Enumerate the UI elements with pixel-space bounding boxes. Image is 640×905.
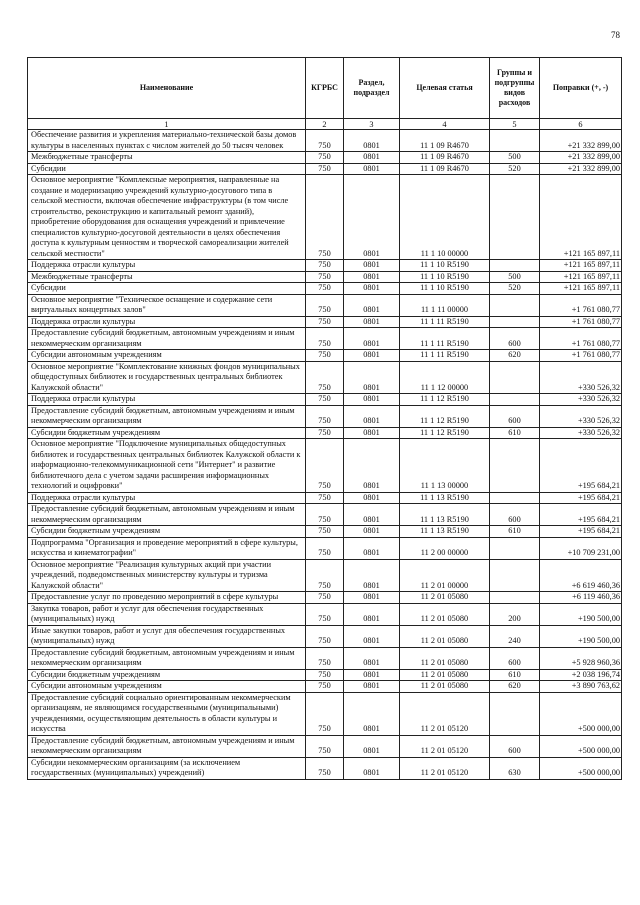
row-section: 0801 [344, 260, 400, 272]
row-kgrbs: 750 [306, 692, 344, 735]
row-name: Основное мероприятие "Реализация культурных акций при участии учреждений, подведомственных министерству культуры и туризма Калужской области" [28, 559, 306, 592]
row-amount: +121 165 897,11 [540, 271, 622, 283]
row-section: 0801 [344, 735, 400, 757]
row-group [490, 439, 540, 493]
row-name: Основное мероприятие "Подключение муниципальных общедоступных библиотек и государственных центральных библиотек Калужской области к информационно-телекоммуникационной сети "Интернет" и развитие библиотечного дела с учетом задачи расширения информационных технологий и оцифровки" [28, 439, 306, 493]
row-amount: +121 165 897,11 [540, 175, 622, 260]
row-name: Субсидии автономным учреждениям [28, 350, 306, 362]
table-row [28, 283, 622, 295]
row-section: 0801 [344, 681, 400, 693]
row-name: Предоставление субсидий бюджетным, автономным учреждениям и иным некоммерческим организациям [28, 647, 306, 669]
row-name: Субсидии некоммерческим организациям (за исключением государственных (муниципальных) учреждений) [28, 757, 306, 779]
row-group [490, 537, 540, 559]
row-target: 11 1 12 R5190 [400, 405, 490, 427]
row-amount: +500 000,00 [540, 735, 622, 757]
row-section: 0801 [344, 439, 400, 493]
row-name: Межбюджетные трансферты [28, 152, 306, 164]
row-name: Предоставление субсидий бюджетным, автономным учреждениям и иным некоммерческим организациям [28, 328, 306, 350]
row-section: 0801 [344, 405, 400, 427]
row-amount: +21 332 899,00 [540, 152, 622, 164]
row-section: 0801 [344, 283, 400, 295]
row-group [490, 394, 540, 406]
row-amount: +6 119 460,36 [540, 592, 622, 604]
row-name: Закупка товаров, работ и услуг для обеспечения государственных (муниципальных) нужд [28, 603, 306, 625]
row-amount: +330 526,32 [540, 361, 622, 394]
table-row [28, 394, 622, 406]
row-name: Поддержка отрасли культуры [28, 260, 306, 272]
table-row [28, 735, 622, 757]
row-section: 0801 [344, 603, 400, 625]
row-kgrbs: 750 [306, 175, 344, 260]
row-kgrbs: 750 [306, 681, 344, 693]
row-amount: +1 761 080,77 [540, 328, 622, 350]
row-section: 0801 [344, 316, 400, 328]
column-numbers-row [28, 119, 622, 130]
row-kgrbs: 750 [306, 669, 344, 681]
row-kgrbs: 750 [306, 592, 344, 604]
row-name: Поддержка отрасли культуры [28, 492, 306, 504]
row-section: 0801 [344, 294, 400, 316]
row-section: 0801 [344, 692, 400, 735]
row-group: 630 [490, 757, 540, 779]
table-row [28, 152, 622, 164]
row-amount: +195 684,21 [540, 504, 622, 526]
row-section: 0801 [344, 361, 400, 394]
row-kgrbs: 750 [306, 163, 344, 175]
table-row [28, 647, 622, 669]
row-kgrbs: 750 [306, 735, 344, 757]
row-name: Субсидии [28, 283, 306, 295]
row-kgrbs: 750 [306, 394, 344, 406]
row-name: Основное мероприятие "Техническое оснащение и содержание сети виртуальных концертных залов" [28, 294, 306, 316]
row-kgrbs: 750 [306, 537, 344, 559]
row-section: 0801 [344, 163, 400, 175]
column-number: 5 [490, 119, 540, 130]
row-amount: +195 684,21 [540, 439, 622, 493]
table-row [28, 328, 622, 350]
header-name: Наименование [28, 58, 306, 119]
row-target: 11 2 01 05120 [400, 757, 490, 779]
row-group: 200 [490, 603, 540, 625]
table-row [28, 439, 622, 493]
row-group: 520 [490, 283, 540, 295]
row-target: 11 2 01 05080 [400, 625, 490, 647]
row-kgrbs: 750 [306, 405, 344, 427]
table-row [28, 757, 622, 779]
row-group [490, 559, 540, 592]
row-section: 0801 [344, 526, 400, 538]
row-section: 0801 [344, 669, 400, 681]
row-amount: +5 928 960,36 [540, 647, 622, 669]
row-group: 240 [490, 625, 540, 647]
row-group: 610 [490, 669, 540, 681]
row-amount: +500 000,00 [540, 692, 622, 735]
table-row [28, 427, 622, 439]
row-group: 500 [490, 271, 540, 283]
row-group: 610 [490, 526, 540, 538]
table-row [28, 603, 622, 625]
row-amount: +330 526,32 [540, 405, 622, 427]
table-row [28, 316, 622, 328]
row-target: 11 1 13 R5190 [400, 526, 490, 538]
row-amount: +1 761 080,77 [540, 294, 622, 316]
row-name: Межбюджетные трансферты [28, 271, 306, 283]
row-target: 11 1 10 R5190 [400, 260, 490, 272]
row-target: 11 1 11 R5190 [400, 328, 490, 350]
row-kgrbs: 750 [306, 559, 344, 592]
row-kgrbs: 750 [306, 439, 344, 493]
row-section: 0801 [344, 625, 400, 647]
row-group [490, 316, 540, 328]
row-amount: +1 761 080,77 [540, 350, 622, 362]
table-row [28, 130, 622, 152]
row-amount: +21 332 899,00 [540, 163, 622, 175]
row-name: Иные закупки товаров, работ и услуг для обеспечения государственных (муниципальных) нужд [28, 625, 306, 647]
header-section: Раздел, подраздел [344, 58, 400, 119]
column-number: 4 [400, 119, 490, 130]
row-amount: +195 684,21 [540, 526, 622, 538]
table-row [28, 504, 622, 526]
row-target: 11 1 10 R5190 [400, 271, 490, 283]
row-name: Основное мероприятие "Комплексные мероприятия, направленные на создание и модернизацию учреждений культурно-досугового типа в сельской местности, включая обеспечение инфраструктуры (в том числе строительство, реконструкцию и капитальный ремонт зданий), приобретение оборудования для оснащения учреждений и привлечение специалистов культурно-досуговой деятельности в целях обеспечения доступа к культурным ценностям и творческой самореализации жителей сельской местности" [28, 175, 306, 260]
header-kgrbs: КГРБС [306, 58, 344, 119]
row-target: 11 1 11 R5190 [400, 316, 490, 328]
row-name: Субсидии [28, 163, 306, 175]
column-number: 2 [306, 119, 344, 130]
row-group: 620 [490, 681, 540, 693]
row-group [490, 130, 540, 152]
header-target: Целевая статья [400, 58, 490, 119]
row-target: 11 1 12 R5190 [400, 427, 490, 439]
row-name: Предоставление субсидий бюджетным, автономным учреждениям и иным некоммерческим организациям [28, 405, 306, 427]
row-kgrbs: 750 [306, 647, 344, 669]
row-group: 500 [490, 152, 540, 164]
table-row [28, 559, 622, 592]
row-group [490, 175, 540, 260]
row-kgrbs: 750 [306, 427, 344, 439]
row-target: 11 2 01 05120 [400, 692, 490, 735]
row-amount: +190 500,00 [540, 625, 622, 647]
row-name: Субсидии бюджетным учреждениям [28, 526, 306, 538]
row-kgrbs: 750 [306, 152, 344, 164]
row-target: 11 2 01 05080 [400, 592, 490, 604]
row-amount: +21 332 899,00 [540, 130, 622, 152]
budget-table [27, 57, 622, 780]
table-row [28, 271, 622, 283]
column-number: 1 [28, 119, 306, 130]
row-section: 0801 [344, 175, 400, 260]
row-section: 0801 [344, 504, 400, 526]
row-kgrbs: 750 [306, 492, 344, 504]
table-row [28, 405, 622, 427]
table-row [28, 592, 622, 604]
table-row [28, 163, 622, 175]
row-section: 0801 [344, 559, 400, 592]
row-section: 0801 [344, 394, 400, 406]
row-section: 0801 [344, 130, 400, 152]
row-section: 0801 [344, 328, 400, 350]
row-section: 0801 [344, 647, 400, 669]
row-target: 11 1 13 00000 [400, 439, 490, 493]
row-amount: +330 526,32 [540, 427, 622, 439]
row-name: Подпрограмма "Организация и проведение мероприятий в сфере культуры, искусства и кинематографии" [28, 537, 306, 559]
table-row [28, 492, 622, 504]
row-section: 0801 [344, 492, 400, 504]
row-section: 0801 [344, 757, 400, 779]
row-group: 620 [490, 350, 540, 362]
row-section: 0801 [344, 537, 400, 559]
row-group [490, 361, 540, 394]
row-target: 11 2 01 05080 [400, 603, 490, 625]
row-name: Поддержка отрасли культуры [28, 316, 306, 328]
row-target: 11 1 11 00000 [400, 294, 490, 316]
row-section: 0801 [344, 152, 400, 164]
row-name: Предоставление услуг по проведению мероприятий в сфере культуры [28, 592, 306, 604]
row-kgrbs: 750 [306, 328, 344, 350]
row-kgrbs: 750 [306, 294, 344, 316]
row-group: 600 [490, 328, 540, 350]
table-row [28, 681, 622, 693]
row-kgrbs: 750 [306, 603, 344, 625]
row-name: Обеспечение развития и укрепления материально-технической базы домов культуры в населенных пунктах с числом жителей до 50 тысяч человек [28, 130, 306, 152]
row-amount: +500 000,00 [540, 757, 622, 779]
row-name: Основное мероприятие "Комплектование книжных фондов муниципальных общедоступных библиотек и государственных центральных библиотек Калужской области" [28, 361, 306, 394]
row-section: 0801 [344, 592, 400, 604]
row-kgrbs: 750 [306, 130, 344, 152]
row-name: Субсидии автономным учреждениям [28, 681, 306, 693]
row-group: 600 [490, 735, 540, 757]
table-row [28, 526, 622, 538]
row-kgrbs: 750 [306, 260, 344, 272]
row-target: 11 1 09 R4670 [400, 152, 490, 164]
row-amount: +3 890 763,62 [540, 681, 622, 693]
row-kgrbs: 750 [306, 361, 344, 394]
row-group [490, 294, 540, 316]
table-row [28, 361, 622, 394]
row-kgrbs: 750 [306, 526, 344, 538]
row-group [490, 592, 540, 604]
row-target: 11 1 13 R5190 [400, 504, 490, 526]
table-row [28, 625, 622, 647]
row-target: 11 2 00 00000 [400, 537, 490, 559]
row-kgrbs: 750 [306, 283, 344, 295]
row-name: Субсидии бюджетным учреждениям [28, 427, 306, 439]
table-row [28, 692, 622, 735]
row-target: 11 2 01 05120 [400, 735, 490, 757]
row-name: Предоставление субсидий бюджетным, автономным учреждениям и иным некоммерческим организациям [28, 735, 306, 757]
row-amount: +121 165 897,11 [540, 283, 622, 295]
row-kgrbs: 750 [306, 271, 344, 283]
row-target: 11 1 10 00000 [400, 175, 490, 260]
row-amount: +10 709 231,00 [540, 537, 622, 559]
row-target: 11 1 10 R5190 [400, 283, 490, 295]
row-kgrbs: 750 [306, 625, 344, 647]
row-amount: +330 526,32 [540, 394, 622, 406]
page-number: 78 [611, 30, 620, 40]
row-target: 11 2 01 05080 [400, 669, 490, 681]
row-amount: +2 038 196,74 [540, 669, 622, 681]
column-number: 3 [344, 119, 400, 130]
header-groups: Группы и подгруппы видов расходов [490, 58, 540, 119]
row-name: Субсидии бюджетным учреждениям [28, 669, 306, 681]
row-kgrbs: 750 [306, 757, 344, 779]
row-group: 610 [490, 427, 540, 439]
row-group [490, 692, 540, 735]
row-amount: +6 619 460,36 [540, 559, 622, 592]
header-amount: Поправки (+, -) [540, 58, 622, 119]
column-number: 6 [540, 119, 622, 130]
row-target: 11 2 01 05080 [400, 647, 490, 669]
table-row [28, 350, 622, 362]
row-amount: +121 165 897,11 [540, 260, 622, 272]
table-body [28, 130, 622, 780]
row-target: 11 1 12 R5190 [400, 394, 490, 406]
row-group: 600 [490, 647, 540, 669]
row-group [490, 492, 540, 504]
row-kgrbs: 750 [306, 350, 344, 362]
row-group: 600 [490, 504, 540, 526]
row-target: 11 2 01 00000 [400, 559, 490, 592]
table-header-row [28, 58, 622, 119]
row-target: 11 1 13 R5190 [400, 492, 490, 504]
row-section: 0801 [344, 271, 400, 283]
row-amount: +1 761 080,77 [540, 316, 622, 328]
row-name: Предоставление субсидий социально ориентированным некоммерческим организациям, не являющимся государственными (муниципальными) учреждениями, осуществляющим деятельность в области культуры и искусства [28, 692, 306, 735]
row-amount: +190 500,00 [540, 603, 622, 625]
row-group: 520 [490, 163, 540, 175]
row-amount: +195 684,21 [540, 492, 622, 504]
row-group: 600 [490, 405, 540, 427]
table-row [28, 175, 622, 260]
row-target: 11 1 12 00000 [400, 361, 490, 394]
row-name: Поддержка отрасли культуры [28, 394, 306, 406]
table-row [28, 294, 622, 316]
row-section: 0801 [344, 427, 400, 439]
row-group [490, 260, 540, 272]
row-target: 11 2 01 05080 [400, 681, 490, 693]
table-row [28, 260, 622, 272]
row-target: 11 1 09 R4670 [400, 130, 490, 152]
row-target: 11 1 11 R5190 [400, 350, 490, 362]
row-kgrbs: 750 [306, 316, 344, 328]
row-section: 0801 [344, 350, 400, 362]
row-kgrbs: 750 [306, 504, 344, 526]
table-row [28, 669, 622, 681]
row-name: Предоставление субсидий бюджетным, автономным учреждениям и иным некоммерческим организациям [28, 504, 306, 526]
row-target: 11 1 09 R4670 [400, 163, 490, 175]
table-row [28, 537, 622, 559]
